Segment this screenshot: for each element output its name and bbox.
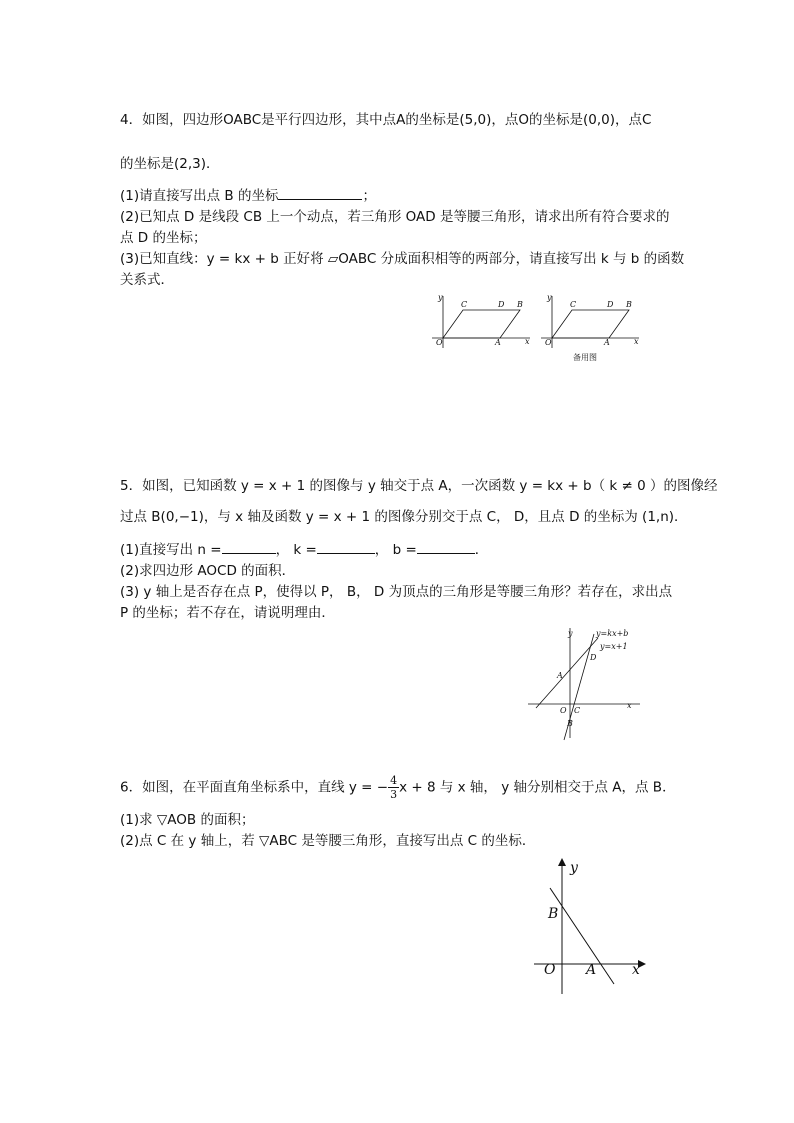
q6-intro-b: x + 8 与 x 轴， y 轴分别相交于点 A，点 B．: [399, 779, 676, 796]
point-c-label: C: [461, 300, 468, 309]
point-a-label: A: [604, 338, 610, 347]
x-axis-label: x: [634, 337, 639, 346]
y-axis-label: y: [568, 629, 573, 638]
q4-figure-main: [428, 290, 538, 352]
point-o-label: O: [544, 962, 556, 978]
answer-blank: [278, 187, 362, 200]
point-b-label: B: [567, 719, 573, 728]
q6-intro: [120, 774, 676, 801]
point-d-label: D: [498, 300, 505, 309]
point-b-label: B: [548, 906, 559, 922]
q5-part1: [120, 538, 488, 558]
x-axis-label: x: [632, 962, 640, 978]
q4-part2b: 点 D 的坐标；: [120, 230, 207, 246]
answer-blank: [317, 541, 375, 554]
q4-part1: [120, 184, 376, 204]
q5-intro: 5．如图，已知函数 y = x + 1 的图像与 y 轴交于点 A，一次函数 y = kx + b（ k ≠ 0 ）的图像经: [120, 478, 718, 494]
figure-caption: 备用图: [573, 353, 597, 362]
q4-figure-backup: [537, 290, 647, 366]
q4-intro: 4．如图，四边形OABC是平行四边形，其中点A的坐标是(5,0)，点O的坐标是(0,0)，点C: [120, 112, 652, 128]
q5-figure: [524, 622, 648, 742]
point-a-label: A: [557, 671, 563, 680]
q4-part1-text: (1)请直接写出点 B 的坐标: [120, 188, 279, 204]
x-axis-label: x: [525, 337, 530, 346]
q4-part3b: 关系式．: [120, 272, 174, 288]
q5-part1-n: (1)直接写出 n =: [120, 542, 222, 558]
answer-blank: [222, 541, 276, 554]
q6-intro-a: 6．如图，在平面直角坐标系中，直线 y = −: [120, 779, 389, 796]
q4-part3a: (3)已知直线：y = kx + b 正好将 ▱OABC 分成面积相等的两部分，请直接写出 k 与 b 的函数: [120, 251, 685, 267]
line-kxb-label: y=kx+b: [596, 629, 629, 638]
y-axis-label: y: [547, 293, 552, 302]
q4-part1-end: ；: [362, 188, 376, 204]
q5-part1-end: ．: [474, 542, 489, 558]
x-axis-label: x: [627, 701, 632, 710]
point-o-label: O: [436, 338, 443, 347]
q5-part3b: P 的坐标；若不存在，请说明理由．: [120, 605, 335, 621]
line-x1-label: y=x+1: [600, 642, 628, 651]
answer-blank: [417, 541, 475, 554]
q6-part2: (2)点 C 在 y 轴上，若 ▽ABC 是等腰三角形，直接写出点 C 的坐标．: [120, 833, 536, 849]
q5-part3a: (3) y 轴上是否存在点 P，使得以 P， B， D 为顶点的三角形是等腰三角形？若存在，求出点: [120, 584, 673, 600]
q4-part2a: (2)已知点 D 是线段 CB 上一个动点，若三角形 OAD 是等腰三角形，请求出所有符合要求的: [120, 209, 670, 225]
point-b-label: B: [517, 300, 523, 309]
q6-figure: [530, 852, 654, 998]
fraction-numerator: 4: [390, 774, 398, 787]
y-axis-label: y: [438, 293, 443, 302]
q6-part1: (1)求 ▽AOB 的面积；: [120, 812, 255, 828]
q5-part1-b: ， b =: [374, 542, 417, 558]
q4-intro-cont: 的坐标是(2,3)．: [120, 156, 220, 172]
point-d-label: D: [590, 653, 597, 662]
point-a-label: A: [495, 338, 501, 347]
q5-intro-cont: 过点 B(0,−1)，与 x 轴及函数 y = x + 1 的图像分别交于点 C， D，且点 D 的坐标为 (1,n)．: [120, 509, 688, 525]
point-c-label: C: [570, 300, 577, 309]
point-o-label: O: [545, 338, 552, 347]
point-o-label: O: [560, 706, 567, 715]
y-axis-label: y: [570, 860, 578, 876]
fraction-denominator: 3: [390, 788, 398, 801]
fraction: [388, 774, 399, 801]
point-b-label: B: [626, 300, 632, 309]
point-c-label: C: [574, 706, 581, 715]
point-d-label: D: [607, 300, 614, 309]
q5-part1-k: ， k =: [275, 542, 317, 558]
point-a-label: A: [586, 962, 597, 978]
q5-part2: (2)求四边形 AOCD 的面积．: [120, 563, 296, 579]
